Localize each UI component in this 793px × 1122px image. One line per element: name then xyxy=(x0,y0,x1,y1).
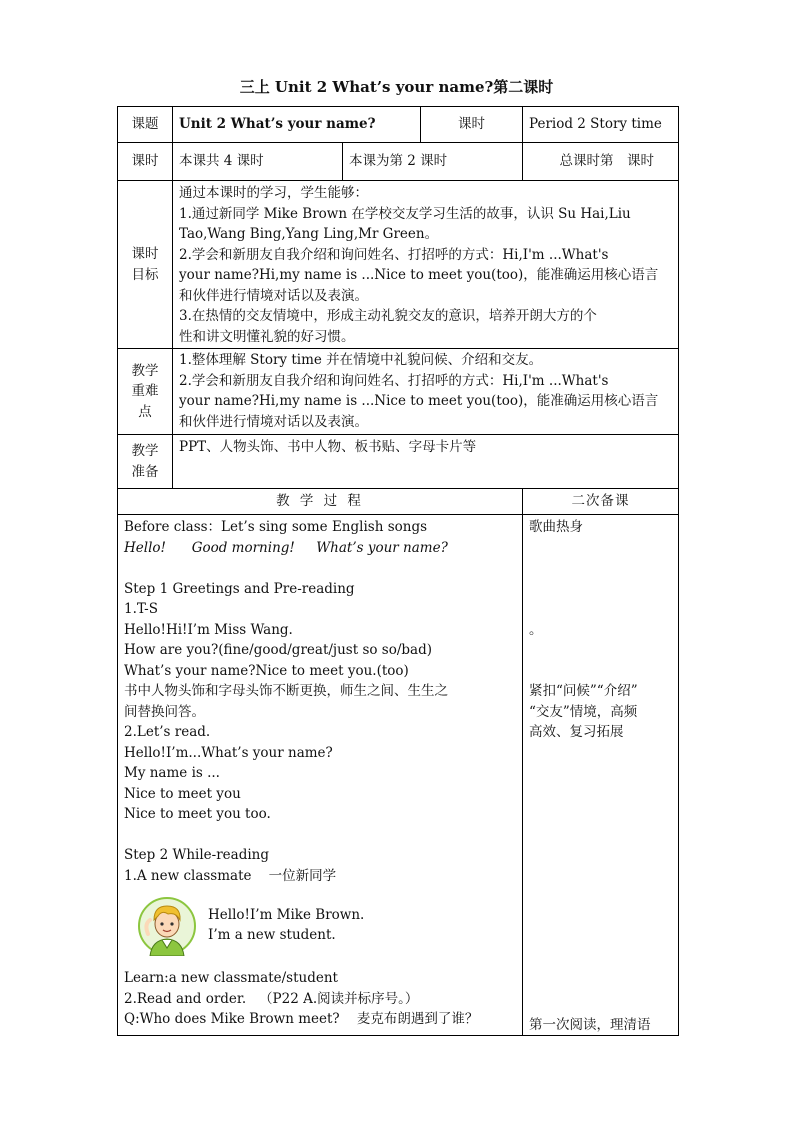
step1-title: Step 1 Greetings and Pre-reading xyxy=(124,580,355,597)
notes-header: 二次备课 xyxy=(523,489,679,515)
songs-list: Hello! Good morning! What’s your name? xyxy=(124,539,448,556)
spacer xyxy=(124,558,516,579)
step1-read: 2.Let’s read. xyxy=(124,724,211,740)
goals-line: 2.学会和新朋友自我介绍和询问姓名、打招呼的方式：Hi,I'm ...What's xyxy=(179,246,609,263)
note-focus: “交友”情境，高频 xyxy=(529,703,638,720)
read-line: Nice to meet you too. xyxy=(124,806,271,822)
key-points-line: 和伙伴进行情境对话以及表演。 xyxy=(179,413,368,430)
goals-content xyxy=(173,181,679,349)
key-points-line: 2.学会和新朋友自我介绍和询问姓名、打招呼的方式：Hi,I'm ...What's xyxy=(179,372,609,389)
mike-line: I’m a new student. xyxy=(208,927,336,943)
row-preparation xyxy=(118,435,679,489)
hours-total: 本课共 4 课时 xyxy=(173,143,343,181)
spacer xyxy=(529,743,672,1015)
preparation-label-line2: 准备 xyxy=(131,463,159,480)
goals-line: 和伙伴进行情境对话以及表演。 xyxy=(179,287,368,304)
key-points-label-line2: 重难 xyxy=(131,383,159,400)
note-dot: 。 xyxy=(529,621,543,638)
goals-line: 3.在热情的交友情境中，形成主动礼貌交友的意识，培养开朗大方的个 xyxy=(179,308,597,324)
goals-line: 通过本课时的学习，学生能够： xyxy=(179,185,368,201)
row-process-header xyxy=(118,489,679,515)
step1-sub: 1.T-S xyxy=(124,601,158,617)
note-warmup: 歌曲热身 xyxy=(529,519,583,535)
process-header: 教 学 过 程 xyxy=(118,489,523,515)
goals-label-line1: 课时 xyxy=(131,246,159,262)
goals-label xyxy=(118,181,173,349)
row-hours xyxy=(118,143,679,181)
mike-brown-illustration xyxy=(138,894,196,956)
question-line: Q:Who does Mike Brown meet? 麦克布朗遇到了谁？ xyxy=(124,1011,479,1027)
period-label: 课时 xyxy=(421,107,523,143)
goals-label-line2: 目标 xyxy=(131,266,159,283)
lesson-plan-table xyxy=(117,106,679,1036)
topic-label: 课题 xyxy=(118,107,173,143)
step1-line: How are you?(fine/good/great/just so so/bad) xyxy=(124,642,432,658)
note-focus: 紧扣“问候”“介绍” xyxy=(529,683,638,699)
goals-line: Tao,Wang Bing,Yang Ling,Mr Green。 xyxy=(179,226,439,242)
key-points-label-line1: 教学 xyxy=(131,362,159,379)
mike-speech xyxy=(208,905,364,946)
notes-content xyxy=(523,515,679,1036)
preparation-label xyxy=(118,435,173,489)
read-line: Nice to meet you xyxy=(124,785,241,802)
row-goals xyxy=(118,181,679,349)
hours-overall: 总课时第 课时 xyxy=(523,143,679,181)
preparation-label-line1: 教学 xyxy=(131,443,159,459)
step1-line: What’s your name?Nice to meet you.(too) xyxy=(124,662,409,679)
step2-title: Step 2 While-reading xyxy=(124,847,270,863)
learn-line: Learn:a new classmate/student xyxy=(124,970,338,986)
topic-value: Unit 2 What’s your name? xyxy=(173,107,421,143)
process-content xyxy=(118,515,523,1036)
key-points-line: 1.整体理解 Story time 并在情境中礼貌问候、介绍和交友。 xyxy=(179,352,543,368)
spacer xyxy=(529,640,672,681)
row-key-points xyxy=(118,349,679,435)
goals-line: 1.通过新同学 Mike Brown 在学校交友学习生活的故事，认识 Su Hai,Liu xyxy=(179,205,631,222)
key-points-line: your name?Hi,my name is ...Nice to meet you(too)，能准确运用核心语言 xyxy=(179,393,659,409)
before-class: Before class：Let’s sing some English songs xyxy=(124,519,428,535)
note-first-read: 第一次阅读，理清语 xyxy=(529,1016,651,1033)
key-points-label-line3: 点 xyxy=(138,403,152,420)
note-focus: 高效、复习拓展 xyxy=(529,724,624,740)
step1-line: Hello!Hi!I’m Miss Wang. xyxy=(124,621,293,638)
goals-line: 性和讲文明懂礼貌的好习惯。 xyxy=(179,328,355,345)
spacer xyxy=(124,825,516,846)
mike-line: Hello!I’m Mike Brown. xyxy=(208,906,365,923)
preparation-content: PPT、人物头饰、书中人物、板书贴、字母卡片等 xyxy=(173,435,679,489)
step2-sub: 1.A new classmate 一位新同学 xyxy=(124,867,337,884)
key-points-label xyxy=(118,349,173,435)
read-order-line: 2.Read and order. （P22 A.阅读并标序号。） xyxy=(124,990,419,1007)
key-points-content xyxy=(173,349,679,435)
spacer xyxy=(529,538,672,620)
row-process-body xyxy=(118,515,679,1036)
step1-line: 书中人物头饰和字母头饰不断更换，师生之间、生生之 xyxy=(124,683,448,699)
read-line: Hello!I’m...What’s your name? xyxy=(124,744,333,761)
page-title: 三上 Unit 2 What’s your name?第二课时 xyxy=(239,78,554,96)
step1-line: 间替换问答。 xyxy=(124,703,205,720)
goals-line: your name?Hi,my name is ...Nice to meet you(too)，能准确运用核心语言 xyxy=(179,267,659,283)
mike-intro xyxy=(124,890,516,960)
hours-current: 本课为第 2 课时 xyxy=(343,143,523,181)
hours-label: 课时 xyxy=(118,143,173,181)
period-value: Period 2 Story time xyxy=(523,107,679,143)
read-line: My name is ... xyxy=(124,765,220,781)
row-topic xyxy=(118,107,679,143)
